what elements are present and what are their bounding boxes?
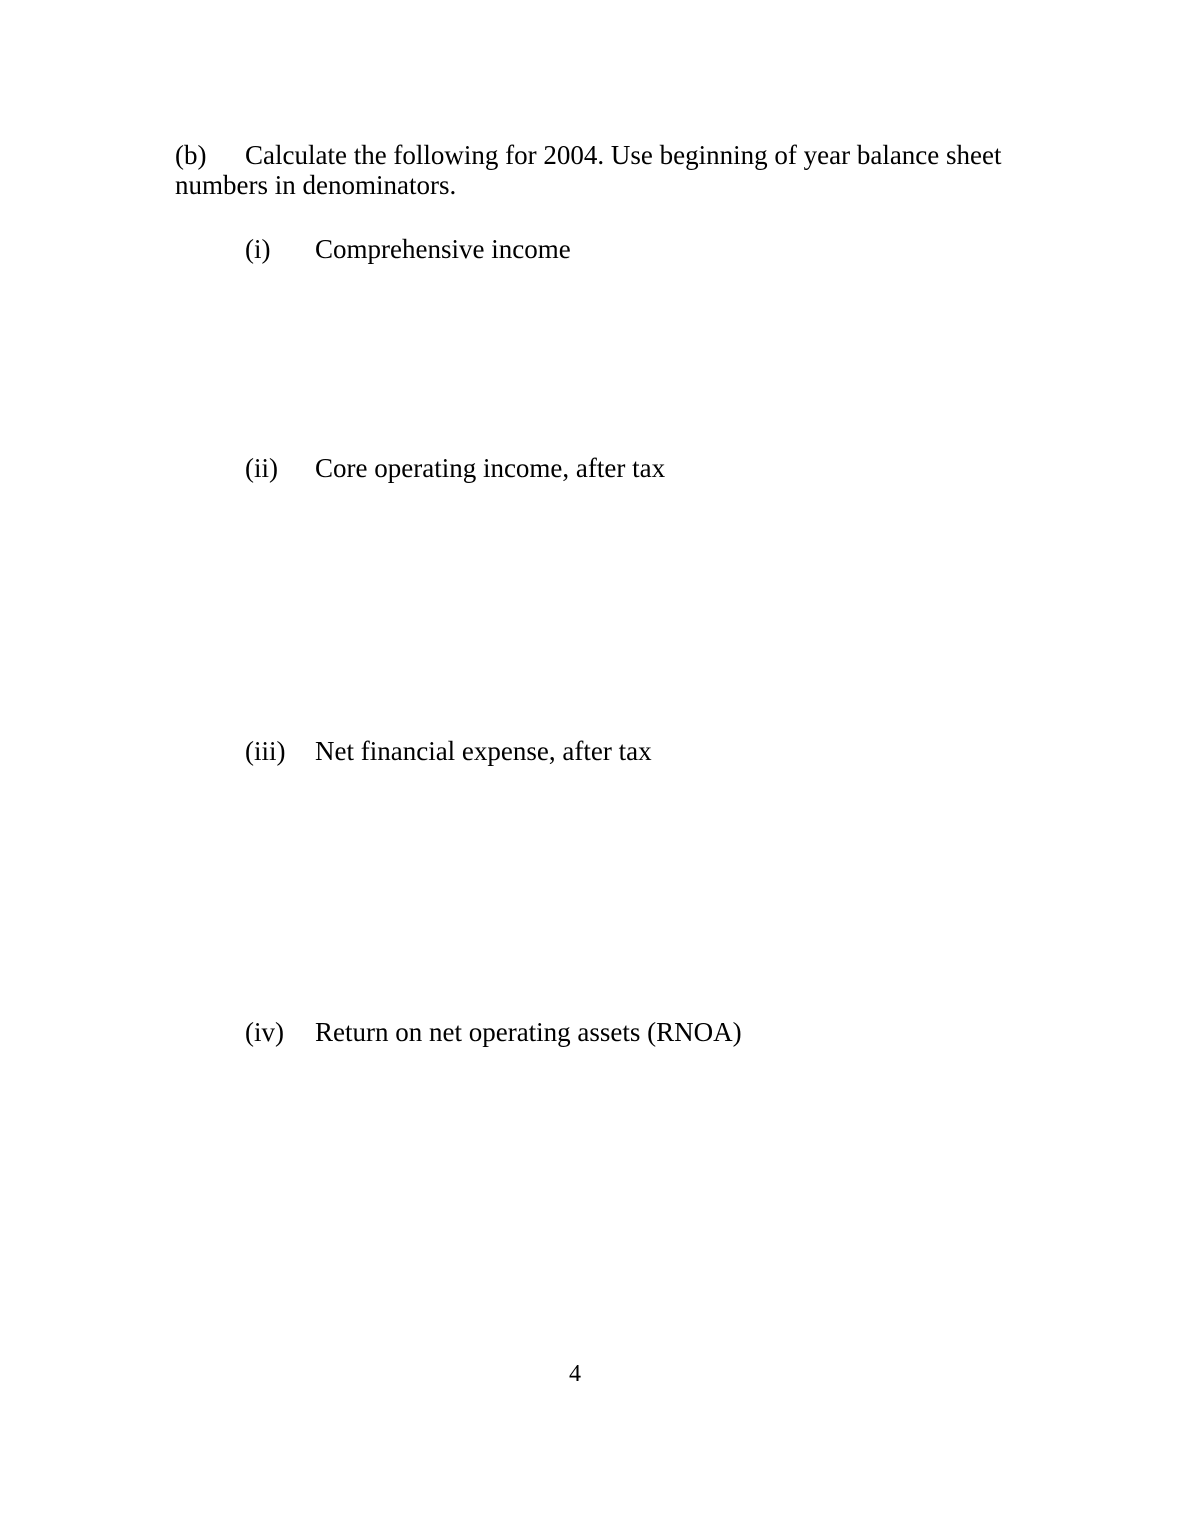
sub-question-i — [245, 234, 571, 264]
question-label: (b) — [175, 140, 207, 170]
sub-question-text: Core operating income, after tax — [315, 453, 666, 483]
sub-question-number: (iv) — [245, 1017, 284, 1047]
question-text: Calculate the following for 2004. Use beginning of year balance sheet numbers in denominators. — [175, 140, 1002, 200]
page-number: 4 — [569, 1361, 581, 1387]
sub-question-text: Return on net operating assets (RNOA) — [315, 1017, 742, 1047]
sub-question-ii — [245, 453, 665, 483]
sub-question-number: (i) — [245, 234, 271, 264]
sub-question-text: Net financial expense, after tax — [315, 736, 652, 766]
sub-question-text: Comprehensive income — [315, 234, 571, 264]
sub-question-number: (iii) — [245, 736, 286, 766]
sub-question-number: (ii) — [245, 453, 278, 483]
sub-question-iv — [245, 1017, 742, 1047]
question-b — [175, 140, 1035, 200]
sub-question-iii — [245, 736, 652, 766]
